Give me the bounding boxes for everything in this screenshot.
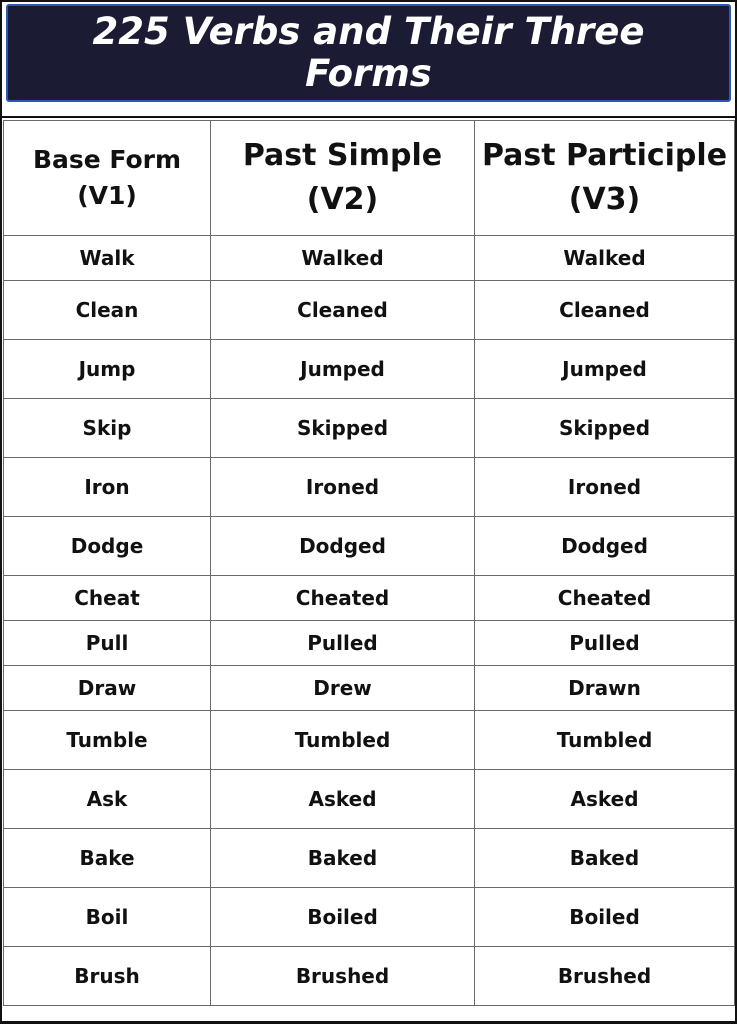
- cell-v1: Dodge: [4, 517, 211, 576]
- cell-v1: Ask: [4, 770, 211, 829]
- table-row: [4, 340, 735, 399]
- cell-v1: Cheat: [4, 576, 211, 621]
- cell-v3: Jumped: [475, 340, 735, 399]
- cell-v3: Asked: [475, 770, 735, 829]
- cell-v3: Tumbled: [475, 711, 735, 770]
- header-past-simple: [211, 121, 475, 236]
- cell-v2: Skipped: [211, 399, 475, 458]
- cell-v2: Brushed: [211, 947, 475, 1006]
- cell-v1: Jump: [4, 340, 211, 399]
- cell-v2: Asked: [211, 770, 475, 829]
- divider: [0, 116, 737, 118]
- cell-v1: Clean: [4, 281, 211, 340]
- table-row: [4, 888, 735, 947]
- cell-v3: Pulled: [475, 621, 735, 666]
- table-row: [4, 236, 735, 281]
- verb-table: [3, 120, 735, 1006]
- cell-v1: Draw: [4, 666, 211, 711]
- cell-v3: Drawn: [475, 666, 735, 711]
- cell-v1: Pull: [4, 621, 211, 666]
- cell-v2: Baked: [211, 829, 475, 888]
- cell-v1: Iron: [4, 458, 211, 517]
- table-row: [4, 576, 735, 621]
- table-row: [4, 399, 735, 458]
- table-row: [4, 517, 735, 576]
- cell-v2: Walked: [211, 236, 475, 281]
- cell-v2: Cleaned: [211, 281, 475, 340]
- cell-v1: Tumble: [4, 711, 211, 770]
- cell-v2: Cheated: [211, 576, 475, 621]
- cell-v1: Walk: [4, 236, 211, 281]
- header-base-form: [4, 121, 211, 236]
- cell-v1: Skip: [4, 399, 211, 458]
- cell-v3: Cheated: [475, 576, 735, 621]
- cell-v3: Dodged: [475, 517, 735, 576]
- cell-v3: Skipped: [475, 399, 735, 458]
- cell-v1: Brush: [4, 947, 211, 1006]
- header-sublabel: (V2): [306, 182, 379, 217]
- table-row: [4, 829, 735, 888]
- cell-v2: Tumbled: [211, 711, 475, 770]
- header-sublabel: (V3): [568, 182, 641, 217]
- cell-v2: Drew: [211, 666, 475, 711]
- cell-v2: Dodged: [211, 517, 475, 576]
- cell-v2: Boiled: [211, 888, 475, 947]
- cell-v2: Ironed: [211, 458, 475, 517]
- table-row: [4, 947, 735, 1006]
- table-row: [4, 666, 735, 711]
- title-banner: [6, 4, 731, 102]
- header-label: Past Participle: [481, 138, 728, 173]
- page-title: 225 Verbs and Their Three Forms: [92, 10, 645, 95]
- cell-v3: Cleaned: [475, 281, 735, 340]
- cell-v3: Ironed: [475, 458, 735, 517]
- header-past-participle: [475, 121, 735, 236]
- header-sublabel: (V1): [77, 181, 137, 210]
- table-row: [4, 770, 735, 829]
- cell-v2: Pulled: [211, 621, 475, 666]
- cell-v1: Bake: [4, 829, 211, 888]
- cell-v3: Boiled: [475, 888, 735, 947]
- header-row: [4, 121, 735, 236]
- cell-v1: Boil: [4, 888, 211, 947]
- header-label: Base Form: [32, 145, 182, 174]
- table-row: [4, 281, 735, 340]
- cell-v2: Jumped: [211, 340, 475, 399]
- table-row: [4, 711, 735, 770]
- cell-v3: Baked: [475, 829, 735, 888]
- cell-v3: Walked: [475, 236, 735, 281]
- cell-v3: Brushed: [475, 947, 735, 1006]
- header-label: Past Simple: [242, 138, 443, 173]
- table-row: [4, 458, 735, 517]
- table-row: [4, 621, 735, 666]
